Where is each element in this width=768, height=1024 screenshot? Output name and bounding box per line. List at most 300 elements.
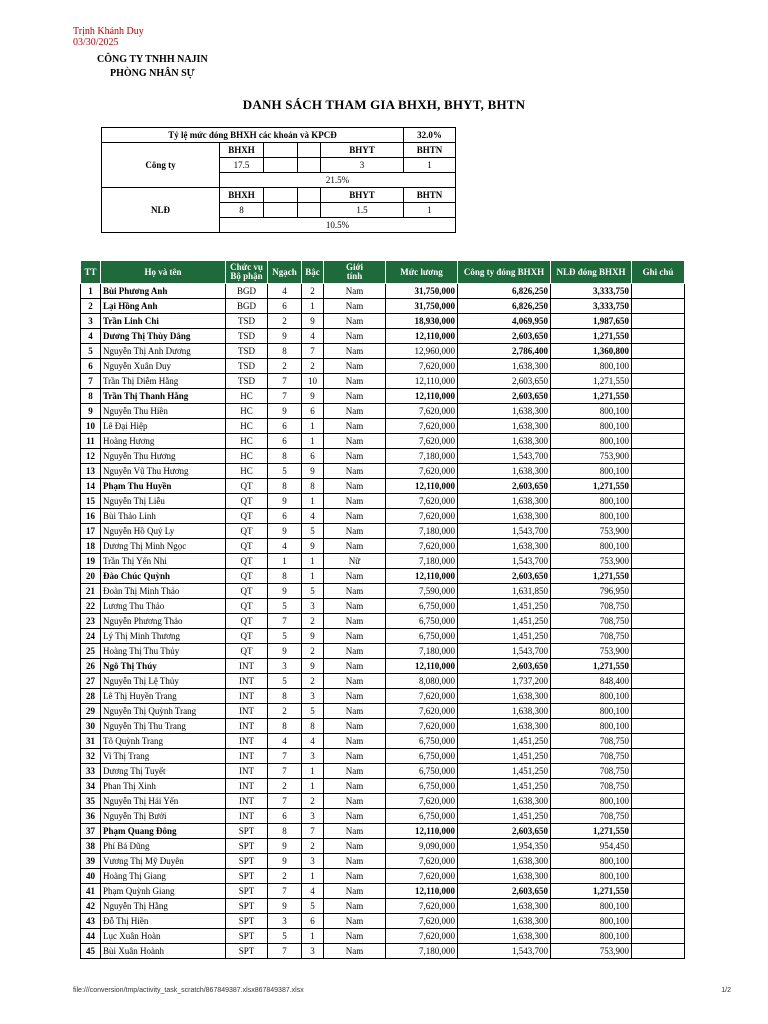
company-contribution: 2,603,650: [458, 329, 551, 344]
grade: 4: [268, 284, 302, 299]
grade: 7: [268, 764, 302, 779]
employee-name: Tô Quỳnh Trang: [101, 734, 226, 749]
position: HC: [226, 434, 268, 449]
grade: 8: [268, 824, 302, 839]
table-row: [81, 839, 685, 854]
row-number: 28: [81, 689, 101, 704]
position: INT: [226, 704, 268, 719]
level: 1: [302, 434, 324, 449]
table-row: [81, 344, 685, 359]
table-row: [81, 599, 685, 614]
company-contribution: 1,638,300: [458, 689, 551, 704]
note: [632, 944, 685, 959]
employee-name: Nguyễn Thu Hương: [101, 449, 226, 464]
table-row: [81, 389, 685, 404]
note: [632, 629, 685, 644]
table-row: [81, 689, 685, 704]
row-number: 17: [81, 524, 101, 539]
gender: Nữ: [324, 554, 386, 569]
table-row: [81, 314, 685, 329]
row-number: 38: [81, 839, 101, 854]
salary: 7,620,000: [386, 419, 458, 434]
employee-name: Nguyễn Thị Liễu: [101, 494, 226, 509]
company-contribution: 1,638,300: [458, 419, 551, 434]
table-row: [81, 479, 685, 494]
note: [632, 314, 685, 329]
company-contribution: 1,451,250: [458, 629, 551, 644]
company-bhyt-value: 3: [321, 158, 404, 173]
note: [632, 404, 685, 419]
employee-name: Lê Đại Hiệp: [101, 419, 226, 434]
employee-contribution: 753,900: [551, 944, 632, 959]
position: TSD: [226, 374, 268, 389]
table-row: [81, 899, 685, 914]
gender: Nam: [324, 719, 386, 734]
company-contribution: 2,603,650: [458, 479, 551, 494]
grade: 4: [268, 539, 302, 554]
gender: Nam: [324, 299, 386, 314]
grade: 5: [268, 929, 302, 944]
company-contribution: 1,638,300: [458, 929, 551, 944]
grade: 7: [268, 374, 302, 389]
row-number: 21: [81, 584, 101, 599]
position: QT: [226, 479, 268, 494]
note: [632, 869, 685, 884]
position: QT: [226, 644, 268, 659]
company-contribution: 2,603,650: [458, 569, 551, 584]
position: INT: [226, 734, 268, 749]
employee-contribution: 800,100: [551, 539, 632, 554]
note: [632, 389, 685, 404]
level: 9: [302, 314, 324, 329]
table-row: [81, 704, 685, 719]
level: 3: [302, 689, 324, 704]
employee-rate-label: NLĐ: [102, 188, 220, 233]
gender: Nam: [324, 674, 386, 689]
employee-contribution: 708,750: [551, 734, 632, 749]
gender: Nam: [324, 359, 386, 374]
level: 4: [302, 734, 324, 749]
company-contribution: 1,638,300: [458, 899, 551, 914]
employee-contribution: 800,100: [551, 464, 632, 479]
salary: 6,750,000: [386, 629, 458, 644]
level: 9: [302, 464, 324, 479]
table-row: [81, 509, 685, 524]
table-row: [81, 584, 685, 599]
level: 4: [302, 329, 324, 344]
employee-name: Trần Thị Diễm Hằng: [101, 374, 226, 389]
company-contribution: 1,451,250: [458, 614, 551, 629]
rate-total: 32.0%: [404, 128, 456, 143]
employee-contribution: 800,100: [551, 929, 632, 944]
row-number: 32: [81, 749, 101, 764]
position: QT: [226, 614, 268, 629]
company-contribution: 1,451,250: [458, 734, 551, 749]
company-contribution: 1,451,250: [458, 599, 551, 614]
position: TSD: [226, 314, 268, 329]
position: INT: [226, 779, 268, 794]
level: 9: [302, 629, 324, 644]
employee-contribution: 753,900: [551, 644, 632, 659]
salary: 7,620,000: [386, 794, 458, 809]
salary: 7,620,000: [386, 914, 458, 929]
row-number: 6: [81, 359, 101, 374]
table-row: [81, 359, 685, 374]
company-contribution: 1,543,700: [458, 644, 551, 659]
gender: Nam: [324, 344, 386, 359]
company-contribution: 1,638,300: [458, 719, 551, 734]
salary: 6,750,000: [386, 779, 458, 794]
company-contribution: 1,737,200: [458, 674, 551, 689]
position: INT: [226, 764, 268, 779]
employee-contribution: 3,333,750: [551, 299, 632, 314]
col-header-level: Bậc: [302, 261, 324, 284]
row-number: 43: [81, 914, 101, 929]
salary: 7,620,000: [386, 929, 458, 944]
grade: 7: [268, 944, 302, 959]
col-header-tt: TT: [81, 261, 101, 284]
company-rate-label: Công ty: [102, 143, 220, 188]
row-number: 27: [81, 674, 101, 689]
note: [632, 659, 685, 674]
grade: 7: [268, 884, 302, 899]
company-contribution: 1,543,700: [458, 944, 551, 959]
employee-contribution: 848,400: [551, 674, 632, 689]
salary: 6,750,000: [386, 809, 458, 824]
level: 2: [302, 674, 324, 689]
col-header-name: Họ và tên: [101, 261, 226, 284]
position: QT: [226, 509, 268, 524]
row-number: 42: [81, 899, 101, 914]
row-number: 19: [81, 554, 101, 569]
note: [632, 374, 685, 389]
employee-name: Trần Thị Yến Nhi: [101, 554, 226, 569]
employee-bhyt-value: 1.5: [321, 203, 404, 218]
employee-contribution: 1,271,550: [551, 479, 632, 494]
employee-contribution: 708,750: [551, 749, 632, 764]
level: 7: [302, 824, 324, 839]
salary: 7,620,000: [386, 494, 458, 509]
row-number: 40: [81, 869, 101, 884]
table-row: [81, 539, 685, 554]
level: 2: [302, 614, 324, 629]
grade: 2: [268, 779, 302, 794]
level: 9: [302, 539, 324, 554]
note: [632, 674, 685, 689]
salary: 6,750,000: [386, 749, 458, 764]
position: SPT: [226, 884, 268, 899]
position: QT: [226, 584, 268, 599]
employee-name: Nguyễn Hồ Quý Ly: [101, 524, 226, 539]
level: 4: [302, 509, 324, 524]
grade: 6: [268, 419, 302, 434]
level: 1: [302, 419, 324, 434]
salary: 7,620,000: [386, 404, 458, 419]
footer-file-path: file:///conversion/tmp/activity_task_scratch/867849387.xlsx867849387.xlsx: [73, 987, 304, 994]
position: INT: [226, 719, 268, 734]
gender: Nam: [324, 494, 386, 509]
level: 10: [302, 374, 324, 389]
note: [632, 434, 685, 449]
employee-table: [80, 260, 685, 959]
row-number: 7: [81, 374, 101, 389]
company-contribution: 1,543,700: [458, 524, 551, 539]
position: QT: [226, 539, 268, 554]
salary: 6,750,000: [386, 614, 458, 629]
table-row: [81, 614, 685, 629]
employee-contribution: 1,271,550: [551, 659, 632, 674]
employee-name: Bùi Xuân Hoành: [101, 944, 226, 959]
employee-contribution: 800,100: [551, 794, 632, 809]
salary: 7,620,000: [386, 539, 458, 554]
table-row: [81, 824, 685, 839]
gender: Nam: [324, 659, 386, 674]
note: [632, 899, 685, 914]
employee-name: Nguyễn Thu Hiền: [101, 404, 226, 419]
gender: Nam: [324, 779, 386, 794]
row-number: 33: [81, 764, 101, 779]
company-contribution: 6,826,250: [458, 299, 551, 314]
note: [632, 284, 685, 299]
employee-name: Phạm Thu Huyền: [101, 479, 226, 494]
note: [632, 719, 685, 734]
author-note: [73, 26, 144, 48]
row-number: 3: [81, 314, 101, 329]
employee-name: Trần Thị Thanh Hằng: [101, 389, 226, 404]
level: 3: [302, 749, 324, 764]
employee-contribution: 1,271,550: [551, 329, 632, 344]
gender: Nam: [324, 749, 386, 764]
employee-bhtn-header: BHTN: [404, 188, 456, 203]
grade: 9: [268, 329, 302, 344]
employee-contribution: 800,100: [551, 419, 632, 434]
grade: 6: [268, 809, 302, 824]
author-date: 03/30/2025: [73, 37, 119, 48]
position: SPT: [226, 899, 268, 914]
employee-contribution: 800,100: [551, 359, 632, 374]
salary: 8,080,000: [386, 674, 458, 689]
salary: 7,620,000: [386, 899, 458, 914]
note: [632, 509, 685, 524]
table-row: [81, 299, 685, 314]
company-contribution: 1,451,250: [458, 764, 551, 779]
table-row: [81, 569, 685, 584]
salary: 7,620,000: [386, 509, 458, 524]
gender: Nam: [324, 824, 386, 839]
company-contribution: 2,603,650: [458, 659, 551, 674]
table-row: [81, 674, 685, 689]
employee-name: Nguyễn Thị Thu Trang: [101, 719, 226, 734]
row-number: 34: [81, 779, 101, 794]
note: [632, 749, 685, 764]
position: SPT: [226, 824, 268, 839]
grade: 6: [268, 434, 302, 449]
gender: Nam: [324, 704, 386, 719]
table-row: [81, 869, 685, 884]
grade: 9: [268, 839, 302, 854]
level: 8: [302, 479, 324, 494]
position: BGD: [226, 284, 268, 299]
level: 1: [302, 869, 324, 884]
level: 1: [302, 929, 324, 944]
grade: 9: [268, 899, 302, 914]
salary: 7,620,000: [386, 689, 458, 704]
position: INT: [226, 674, 268, 689]
company-contribution: 1,638,300: [458, 404, 551, 419]
grade: 8: [268, 479, 302, 494]
employee-contribution: 1,271,550: [551, 374, 632, 389]
employee-name: Nguyễn Vũ Thu Hương: [101, 464, 226, 479]
grade: 3: [268, 659, 302, 674]
gender: Nam: [324, 854, 386, 869]
gender: Nam: [324, 734, 386, 749]
level: 1: [302, 569, 324, 584]
employee-contribution: 1,271,550: [551, 824, 632, 839]
gender: Nam: [324, 644, 386, 659]
table-row: [81, 884, 685, 899]
salary: 12,110,000: [386, 479, 458, 494]
footer-page-number: 1/2: [721, 987, 731, 994]
row-number: 23: [81, 614, 101, 629]
grade: 8: [268, 689, 302, 704]
row-number: 14: [81, 479, 101, 494]
company-contribution: 1,631,850: [458, 584, 551, 599]
row-number: 5: [81, 344, 101, 359]
row-number: 9: [81, 404, 101, 419]
gender: Nam: [324, 809, 386, 824]
employee-contribution: 800,100: [551, 434, 632, 449]
row-number: 37: [81, 824, 101, 839]
company-contribution: 1,638,300: [458, 914, 551, 929]
employee-name: Dương Thị Tuyết: [101, 764, 226, 779]
row-number: 35: [81, 794, 101, 809]
company-contribution: 2,603,650: [458, 884, 551, 899]
company-contribution: 1,638,300: [458, 434, 551, 449]
gender: Nam: [324, 689, 386, 704]
position: SPT: [226, 914, 268, 929]
level: 2: [302, 839, 324, 854]
grade: 7: [268, 749, 302, 764]
position: INT: [226, 794, 268, 809]
company-contribution: 1,638,300: [458, 869, 551, 884]
company-rate-total: 21.5%: [220, 173, 456, 188]
level: 6: [302, 404, 324, 419]
col-header-note: Ghi chú: [632, 261, 685, 284]
level: 9: [302, 389, 324, 404]
row-number: 24: [81, 629, 101, 644]
note: [632, 464, 685, 479]
col-header-gender: Giới tính: [324, 261, 386, 284]
grade: 7: [268, 389, 302, 404]
note: [632, 734, 685, 749]
grade: 2: [268, 314, 302, 329]
table-row: [81, 449, 685, 464]
employee-contribution: 1,271,550: [551, 884, 632, 899]
salary: 31,750,000: [386, 284, 458, 299]
company-contribution: 1,543,700: [458, 554, 551, 569]
table-row: [81, 929, 685, 944]
position: QT: [226, 599, 268, 614]
grade: 7: [268, 614, 302, 629]
note: [632, 539, 685, 554]
grade: 8: [268, 449, 302, 464]
position: HC: [226, 449, 268, 464]
employee-contribution: 3,333,750: [551, 284, 632, 299]
row-number: 8: [81, 389, 101, 404]
gender: Nam: [324, 539, 386, 554]
level: 1: [302, 554, 324, 569]
grade: 8: [268, 569, 302, 584]
level: 7: [302, 344, 324, 359]
salary: 9,090,000: [386, 839, 458, 854]
salary: 7,620,000: [386, 464, 458, 479]
employee-name: Dương Thị Minh Ngọc: [101, 539, 226, 554]
row-number: 31: [81, 734, 101, 749]
position: HC: [226, 404, 268, 419]
employee-name: Nguyễn Thị Bưởi: [101, 809, 226, 824]
table-row: [81, 719, 685, 734]
salary: 7,180,000: [386, 524, 458, 539]
level: 2: [302, 794, 324, 809]
employee-name: Lê Thị Huyền Trang: [101, 689, 226, 704]
note: [632, 569, 685, 584]
company-contribution: 6,826,250: [458, 284, 551, 299]
table-row: [81, 374, 685, 389]
employee-contribution: 708,750: [551, 629, 632, 644]
table-row: [81, 854, 685, 869]
employee-name: Phí Bá Dũng: [101, 839, 226, 854]
gender: Nam: [324, 374, 386, 389]
position: HC: [226, 389, 268, 404]
employee-contribution: 708,750: [551, 614, 632, 629]
employee-contribution: 800,100: [551, 914, 632, 929]
level: 9: [302, 659, 324, 674]
note: [632, 584, 685, 599]
row-number: 41: [81, 884, 101, 899]
employee-name: Nguyễn Thị Hải Yến: [101, 794, 226, 809]
salary: 7,180,000: [386, 944, 458, 959]
company-contribution: 1,638,300: [458, 509, 551, 524]
employee-contribution: 708,750: [551, 809, 632, 824]
level: 6: [302, 449, 324, 464]
employee-rate-total: 10.5%: [220, 218, 456, 233]
employee-name: Nguyễn Thị Anh Dương: [101, 344, 226, 359]
table-row: [81, 644, 685, 659]
table-row: [81, 419, 685, 434]
company-contribution: 1,451,250: [458, 809, 551, 824]
level: 3: [302, 599, 324, 614]
employee-name: Hoàng Thị Giang: [101, 869, 226, 884]
table-row: [81, 764, 685, 779]
row-number: 15: [81, 494, 101, 509]
employee-name: Lương Thu Thảo: [101, 599, 226, 614]
company-contribution: 1,954,350: [458, 839, 551, 854]
grade: 8: [268, 719, 302, 734]
employee-contribution: 796,950: [551, 584, 632, 599]
salary: 12,960,000: [386, 344, 458, 359]
row-number: 22: [81, 599, 101, 614]
row-number: 18: [81, 539, 101, 554]
grade: 5: [268, 674, 302, 689]
employee-contribution: 1,271,550: [551, 389, 632, 404]
gender: Nam: [324, 449, 386, 464]
col-header-company-contribution: Công ty đóng BHXH: [458, 261, 551, 284]
position: INT: [226, 749, 268, 764]
note: [632, 929, 685, 944]
gender: Nam: [324, 794, 386, 809]
gender: Nam: [324, 524, 386, 539]
table-row: [81, 914, 685, 929]
